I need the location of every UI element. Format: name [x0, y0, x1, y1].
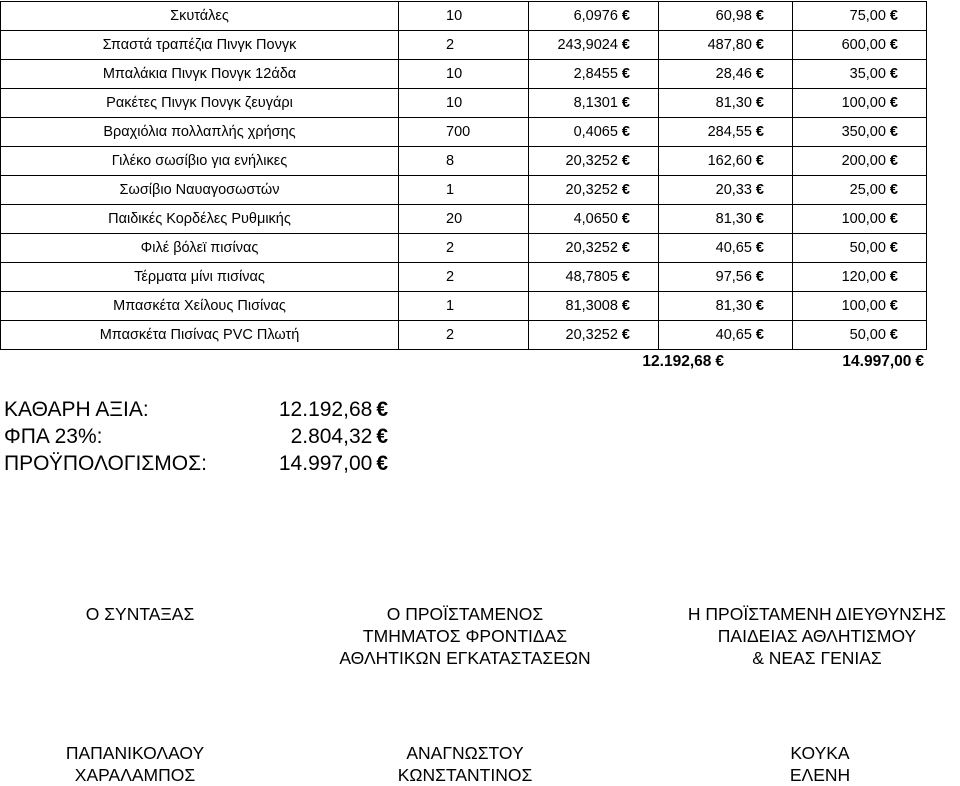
item-quantity: 700 [399, 118, 529, 147]
table-row [1, 2, 927, 31]
euro-symbol-icon: € [889, 153, 898, 169]
item-net-value: 40,65 € [659, 321, 793, 350]
signature-author-title: Ο ΣΥΝΤΑΞΑΣ [85, 604, 195, 624]
euro-symbol-icon: € [889, 37, 898, 53]
item-gross-value: 50,00 € [793, 321, 927, 350]
summary-vat [0, 425, 400, 449]
euro-symbol-icon: € [889, 211, 898, 227]
item-name: Βραχιόλια πολλαπλής χρήσης [1, 118, 399, 147]
gross-total [842, 353, 924, 371]
summary-net-value [0, 398, 400, 422]
item-name: Μπασκέτα Χείλους Πισίνας [1, 292, 399, 321]
table-row [1, 89, 927, 118]
item-gross-value: 600,00 € [793, 31, 927, 60]
net-total [642, 353, 724, 371]
euro-symbol-icon: € [621, 182, 630, 198]
table-row [1, 118, 927, 147]
item-gross-value: 25,00 € [793, 176, 927, 205]
euro-symbol-icon: € [755, 240, 764, 256]
item-unit-price: 243,9024 € [529, 31, 659, 60]
item-net-value: 487,80 € [659, 31, 793, 60]
euro-symbol-icon: € [755, 327, 764, 343]
item-net-value: 20,33 € [659, 176, 793, 205]
summary-value: 12.192,68 € [278, 398, 388, 421]
euro-symbol-icon: € [376, 425, 388, 448]
item-quantity: 2 [399, 31, 529, 60]
euro-symbol-icon: € [889, 298, 898, 314]
euro-symbol-icon: € [621, 124, 630, 140]
item-net-value: 162,60 € [659, 147, 793, 176]
item-unit-price: 8,1301 € [529, 89, 659, 118]
euro-symbol-icon: € [621, 95, 630, 111]
item-net-value: 81,30 € [659, 89, 793, 118]
item-quantity: 2 [399, 234, 529, 263]
table-row [1, 147, 927, 176]
item-net-value: 28,46 € [659, 60, 793, 89]
euro-symbol-icon: € [755, 211, 764, 227]
items-table-body [1, 2, 927, 350]
signature-head-directorate-title: Η ΠΡΟΪΣΤΑΜΕΝΗ ΔΙΕΥΘΥΝΣΗΣ ΠΑΙΔΕΙΑΣ ΑΘΛΗΤΙΣΜΟΥ & ΝΕΑΣ ΓΕΝΙΑΣ [687, 604, 947, 668]
euro-symbol-icon: € [889, 182, 898, 198]
euro-symbol-icon: € [376, 452, 388, 475]
item-unit-price: 20,3252 € [529, 176, 659, 205]
item-quantity: 8 [399, 147, 529, 176]
euro-symbol-icon: € [889, 124, 898, 140]
item-net-value: 284,55 € [659, 118, 793, 147]
item-gross-value: 100,00 € [793, 205, 927, 234]
item-net-value: 97,56 € [659, 263, 793, 292]
item-name: Τέρματα μίνι πισίνας [1, 263, 399, 292]
item-gross-value: 100,00 € [793, 292, 927, 321]
euro-symbol-icon: € [915, 353, 924, 370]
item-gross-value: 75,00 € [793, 2, 927, 31]
euro-symbol-icon: € [621, 8, 630, 24]
euro-symbol-icon: € [755, 153, 764, 169]
euro-symbol-icon: € [621, 66, 630, 82]
euro-symbol-icon: € [889, 66, 898, 82]
item-quantity: 1 [399, 292, 529, 321]
item-gross-value: 35,00 € [793, 60, 927, 89]
summary-label: ΚΑΘΑΡΗ ΑΞΙΑ: [4, 398, 149, 421]
table-row [1, 292, 927, 321]
euro-symbol-icon: € [755, 182, 764, 198]
table-row [1, 60, 927, 89]
summary-value: 14.997,00 € [278, 452, 388, 475]
signature-head-department-title: Ο ΠΡΟΪΣΤΑΜΕΝΟΣ ΤΜΗΜΑΤΟΣ ΦΡΟΝΤΙΔΑΣ ΑΘΛΗΤΙΚΩΝ ΕΓΚΑΤΑΣΤΑΣΕΩΝ [339, 604, 591, 668]
euro-symbol-icon: € [621, 153, 630, 169]
euro-symbol-icon: € [889, 95, 898, 111]
net-total-value: 12.192,68 [642, 353, 712, 370]
item-gross-value: 50,00 € [793, 234, 927, 263]
euro-symbol-icon: € [621, 211, 630, 227]
summary-value: 2.804,32 € [290, 425, 388, 448]
item-quantity: 2 [399, 321, 529, 350]
signature-head-department-name: ΑΝΑΓΝΩΣΤΟΥ ΚΩΝΣΤΑΝΤΙΝΟΣ [397, 743, 533, 785]
euro-symbol-icon: € [889, 8, 898, 24]
euro-symbol-icon: € [621, 240, 630, 256]
euro-symbol-icon: € [889, 327, 898, 343]
item-net-value: 81,30 € [659, 205, 793, 234]
item-name: Γιλέκο σωσίβιο για ενήλικες [1, 147, 399, 176]
table-row [1, 31, 927, 60]
euro-symbol-icon: € [715, 353, 724, 370]
item-name: Μπαλάκια Πινγκ Πονγκ 12άδα [1, 60, 399, 89]
item-gross-value: 100,00 € [793, 89, 927, 118]
item-name: Σωσίβιο Ναυαγοσωστών [1, 176, 399, 205]
item-name: Ρακέτες Πινγκ Πονγκ ζευγάρι [1, 89, 399, 118]
item-unit-price: 81,3008 € [529, 292, 659, 321]
item-unit-price: 2,8455 € [529, 60, 659, 89]
euro-symbol-icon: € [621, 298, 630, 314]
table-row [1, 234, 927, 263]
euro-symbol-icon: € [621, 327, 630, 343]
item-quantity: 20 [399, 205, 529, 234]
item-gross-value: 350,00 € [793, 118, 927, 147]
item-name: Σκυτάλες [1, 2, 399, 31]
item-quantity: 10 [399, 89, 529, 118]
euro-symbol-icon: € [621, 269, 630, 285]
item-unit-price: 20,3252 € [529, 234, 659, 263]
item-unit-price: 20,3252 € [529, 147, 659, 176]
euro-symbol-icon: € [755, 8, 764, 24]
euro-symbol-icon: € [889, 240, 898, 256]
item-net-value: 40,65 € [659, 234, 793, 263]
euro-symbol-icon: € [376, 398, 388, 421]
item-gross-value: 200,00 € [793, 147, 927, 176]
euro-symbol-icon: € [755, 124, 764, 140]
item-quantity: 10 [399, 2, 529, 31]
items-table [0, 1, 927, 350]
item-net-value: 60,98 € [659, 2, 793, 31]
item-name: Σπαστά τραπέζια Πινγκ Πονγκ [1, 31, 399, 60]
item-quantity: 2 [399, 263, 529, 292]
item-unit-price: 48,7805 € [529, 263, 659, 292]
item-quantity: 1 [399, 176, 529, 205]
item-name: Μπασκέτα Πισίνας PVC Πλωτή [1, 321, 399, 350]
table-row [1, 176, 927, 205]
item-quantity: 10 [399, 60, 529, 89]
gross-total-value: 14.997,00 [842, 353, 912, 370]
item-gross-value: 120,00 € [793, 263, 927, 292]
euro-symbol-icon: € [755, 66, 764, 82]
item-unit-price: 20,3252 € [529, 321, 659, 350]
euro-symbol-icon: € [755, 298, 764, 314]
euro-symbol-icon: € [621, 37, 630, 53]
table-row [1, 263, 927, 292]
signature-head-directorate-name: ΚΟΥΚΑ ΕΛΕΝΗ [789, 743, 851, 785]
euro-symbol-icon: € [755, 269, 764, 285]
item-name: Παιδικές Κορδέλες Ρυθμικής [1, 205, 399, 234]
euro-symbol-icon: € [755, 95, 764, 111]
table-row [1, 321, 927, 350]
item-unit-price: 6,0976 € [529, 2, 659, 31]
euro-symbol-icon: € [889, 269, 898, 285]
summary-label: ΦΠΑ 23%: [4, 425, 103, 448]
signature-author-name: ΠΑΠΑΝΙΚΟΛΑΟΥ ΧΑΡΑΛΑΜΠΟΣ [65, 743, 205, 785]
summary-budget [0, 452, 400, 476]
item-unit-price: 4,0650 € [529, 205, 659, 234]
table-row [1, 205, 927, 234]
euro-symbol-icon: € [755, 37, 764, 53]
summary-label: ΠΡΟΫΠΟΛΟΓΙΣΜΟΣ: [4, 452, 207, 475]
item-net-value: 81,30 € [659, 292, 793, 321]
item-unit-price: 0,4065 € [529, 118, 659, 147]
item-name: Φιλέ βόλεϊ πισίνας [1, 234, 399, 263]
